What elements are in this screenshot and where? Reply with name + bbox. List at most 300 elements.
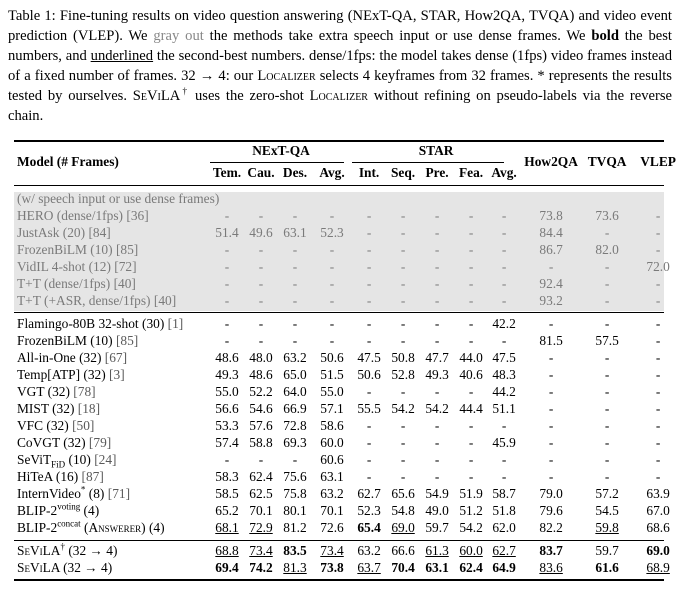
value-cell: - [400,225,406,240]
value-cell: 62.0 [492,520,516,535]
subheader: Seq. [390,165,416,180]
value-cell: - [366,276,372,291]
value-cell: - [655,350,661,365]
caption-underline-example: underlined [90,48,154,64]
caption-text: selects 4 keyframes from 32 frames. * represents the results tested by ourselves. [8,68,672,104]
value-cell: - [501,208,507,223]
value-cell: 73.4 [320,543,344,558]
value-cell: 63.1 [425,560,449,575]
value-cell: 54.2 [425,401,449,416]
value-cell: - [604,469,610,484]
value-cell: - [548,384,554,399]
value-cell: 64.0 [283,384,307,399]
value-cell: 69.0 [391,520,415,535]
model-name-cell [14,332,210,349]
caption-localizer: Localizer [309,88,368,104]
value-cell: 92.4 [539,276,563,291]
table-row [14,519,676,536]
subheader: Tem. [212,165,242,180]
value-cell: - [604,452,610,467]
value-cell: - [468,333,474,348]
model-name-cell [14,559,210,576]
value-cell: - [604,401,610,416]
value-cell: 54.6 [249,401,273,416]
citation-link[interactable]: [79] [88,435,112,450]
table-row [14,315,676,332]
value-cell: 79.0 [539,486,563,501]
value-cell: - [434,435,440,450]
value-cell: 58.7 [492,486,516,501]
model-name-part: Temp[ATP] (32) [17,367,106,382]
value-cell: 63.2 [283,350,307,365]
value-cell: - [292,242,298,257]
value-cell: 54.8 [391,503,415,518]
model-name-part: InternVideo [17,486,81,501]
model-name-cell [14,292,210,309]
value-cell: - [292,316,298,331]
value-cell: - [366,333,372,348]
citation-link[interactable]: [78] [73,384,96,399]
citation-link[interactable]: [85] [115,333,139,348]
value-cell: - [501,293,507,308]
value-cell: 65.4 [357,520,381,535]
value-cell: - [366,469,372,484]
citation-link[interactable]: [84] [88,225,111,240]
table-row [14,258,676,275]
value-cell: 44.4 [459,401,483,416]
value-cell: - [434,208,440,223]
value-cell: - [655,293,661,308]
caption-text: the best numbers, and [8,28,672,64]
value-cell: 58.5 [215,486,239,501]
model-name-part: VGT (32) [17,384,70,399]
value-cell: - [434,452,440,467]
value-cell: 69.0 [646,543,670,558]
value-cell: - [501,276,507,291]
value-cell: - [258,276,264,291]
value-cell: - [655,208,661,223]
model-name-part: T+T (dense/1fps) [17,276,111,291]
value-cell: - [434,259,440,274]
value-cell: - [655,418,661,433]
value-cell: 65.2 [215,503,239,518]
subheader: Int. [358,165,380,180]
value-cell: 58.8 [249,435,273,450]
value-cell: - [258,208,264,223]
value-cell: - [366,208,372,223]
value-cell: - [224,208,230,223]
value-cell: - [434,418,440,433]
value-cell: - [468,469,474,484]
value-cell: 82.0 [595,242,619,257]
value-cell: 51.2 [459,503,483,518]
value-cell: - [501,259,507,274]
value-cell: 61.6 [595,560,619,575]
subheader: Avg. [491,165,517,180]
value-cell: 54.2 [391,401,415,416]
model-name-part: JustAsk (20) [17,225,86,240]
value-cell: - [655,316,661,331]
value-cell: - [366,316,372,331]
value-cell: 73.8 [539,208,563,223]
citation-link[interactable]: [67] [104,350,128,365]
value-cell: 82.2 [539,520,563,535]
value-cell: - [501,418,507,433]
value-cell: 64.9 [492,560,516,575]
table-row [14,542,676,559]
subheader: Fea. [458,165,484,180]
model-name-part: SeViT [17,452,52,467]
value-cell: 63.2 [357,543,381,558]
value-cell: 68.1 [215,520,239,535]
value-cell: 57.6 [249,418,273,433]
value-cell: 83.5 [283,543,307,558]
caption-text: the methods take extra speech input or use dense frames. We [203,28,592,44]
vlep-header: VLEP [640,154,676,169]
value-cell: 73.4 [249,543,273,558]
value-cell: - [604,316,610,331]
value-cell: - [434,333,440,348]
model-name-cell [14,315,210,332]
value-cell: 72.6 [320,520,344,535]
value-cell: 60.0 [320,435,344,450]
value-cell: 54.2 [459,520,483,535]
value-cell: 83.6 [539,560,563,575]
caption-text: uses the zero-shot [189,88,310,104]
value-cell: - [604,259,610,274]
model-name-part: (8) [85,486,105,501]
value-cell: 86.7 [539,242,563,257]
citation-link[interactable]: [18] [77,401,101,416]
model-name-cell [14,224,210,241]
caption-sevila: SeViLA [132,88,181,104]
value-cell: 50.6 [320,350,344,365]
value-cell: 44.2 [492,384,516,399]
value-cell: - [501,452,507,467]
value-cell: - [468,208,474,223]
value-cell: 72.0 [646,259,670,274]
value-cell: 81.2 [283,520,307,535]
value-cell: - [329,293,335,308]
value-cell: 52.8 [391,367,415,382]
value-cell: 75.6 [283,469,307,484]
value-cell: 81.5 [539,333,563,348]
value-cell: - [655,367,661,382]
value-cell: - [400,316,406,331]
citation-link[interactable]: [71] [107,486,131,501]
caption-localizer: Localizer [257,68,316,84]
table-row [14,451,676,468]
model-name-cell [14,417,210,434]
value-cell: - [400,418,406,433]
value-cell: - [548,418,554,433]
value-cell: 81.3 [283,560,307,575]
caption-gray-example: gray out [153,28,204,44]
value-cell: - [292,452,298,467]
value-cell: 58.3 [215,469,239,484]
value-cell: - [329,242,335,257]
value-cell: - [655,276,661,291]
citation-link[interactable]: [1] [167,316,184,331]
caption-text: the second-best numbers. dense/1fps: the model takes dense (1fps) video frames instead of a fixed number of frames. 32 → 4: our [8,48,673,84]
value-cell: 48.6 [249,367,273,382]
value-cell: 60.6 [320,452,344,467]
subheader: Avg. [319,165,345,180]
value-cell: - [400,435,406,450]
value-cell: 47.5 [357,350,381,365]
citation-link[interactable]: [40] [153,293,177,308]
value-cell: - [548,367,554,382]
value-cell: - [366,225,372,240]
value-cell: 48.3 [492,367,516,382]
value-cell: 54.9 [425,486,449,501]
model-name-part: (10) [65,452,91,467]
value-cell: 53.3 [215,418,239,433]
value-cell: - [604,350,610,365]
model-name-cell [14,502,210,519]
value-cell: 83.7 [539,543,563,558]
value-cell: 73.6 [595,208,619,223]
table-row [14,434,676,451]
value-cell: - [655,469,661,484]
value-cell: 68.9 [646,560,670,575]
value-cell: 67.0 [646,503,670,518]
model-header: Model (# Frames) [17,154,119,169]
value-cell: 70.1 [320,503,344,518]
value-cell: - [468,242,474,257]
value-cell: - [292,333,298,348]
value-cell: 52.3 [320,225,344,240]
value-cell: 62.4 [459,560,483,575]
model-name-part: VFC (32) [17,418,69,433]
value-cell: 40.6 [459,367,483,382]
table-row [14,468,676,485]
value-cell: 73.8 [320,560,344,575]
value-cell: 62.7 [492,543,516,558]
value-cell: 54.5 [595,503,619,518]
value-cell: - [329,276,335,291]
table-row [14,332,676,349]
value-cell: 51.9 [459,486,483,501]
model-name-part: CoVGT (32) [17,435,86,450]
caption-bold-example: bold [591,28,619,44]
value-cell: - [655,435,661,450]
value-cell: 69.4 [215,560,239,575]
table-row [14,383,676,400]
value-cell: - [655,242,661,257]
model-name-cell [14,258,210,275]
model-name-part: FrozenBiLM (10) [17,333,113,348]
how2qa-header: How2QA [524,154,578,169]
value-cell: - [604,276,610,291]
value-cell: 70.1 [249,503,273,518]
value-cell: - [468,452,474,467]
value-cell: - [548,469,554,484]
value-cell: 48.6 [215,350,239,365]
value-cell: 55.5 [357,401,381,416]
caption-text: without refining on pseudo-labels via the reverse chain. [8,88,672,124]
table-row [14,349,676,366]
tvqa-header: TVQA [587,154,627,169]
value-cell: 74.2 [249,560,273,575]
value-cell: - [604,384,610,399]
citation-link[interactable]: [40] [113,276,136,291]
citation-link[interactable]: [85] [115,242,139,257]
table-row [14,400,676,417]
model-name-part: HiTeA (16) [17,469,79,484]
value-cell: - [604,435,610,450]
table-row [14,275,676,292]
subheader: Pre. [425,165,449,180]
value-cell: 51.5 [320,367,344,382]
value-cell: 62.7 [357,486,381,501]
value-cell: 47.5 [492,350,516,365]
value-cell: - [548,452,554,467]
value-cell: 66.9 [283,401,307,416]
value-cell: 61.3 [425,543,449,558]
value-cell: - [548,435,554,450]
citation-link[interactable]: [3] [109,367,125,382]
value-cell: - [400,333,406,348]
model-name-cell [14,451,210,468]
value-cell: 62.4 [249,469,273,484]
value-cell: - [366,259,372,274]
value-cell: 72.9 [249,520,273,535]
value-cell: 63.1 [283,225,307,240]
value-cell: 56.6 [215,401,239,416]
value-cell: 84.4 [539,225,563,240]
table-row [14,502,676,519]
model-name-part: VidIL 4-shot (12) [17,259,111,274]
value-cell: - [434,469,440,484]
value-cell: - [292,276,298,291]
value-cell: 58.6 [320,418,344,433]
model-name-cell [14,468,210,485]
value-cell: 66.6 [391,543,415,558]
value-cell: 59.8 [595,520,619,535]
value-cell: 62.5 [249,486,273,501]
citation-link[interactable]: [24] [94,452,117,467]
model-name-cell [14,400,210,417]
value-cell: - [548,350,554,365]
value-cell: - [434,225,440,240]
value-cell: 55.0 [320,384,344,399]
model-name-cell [14,383,210,400]
value-cell: 55.0 [215,384,239,399]
value-cell: - [604,225,610,240]
value-cell: - [655,333,661,348]
value-cell: 47.7 [425,350,449,365]
value-cell: - [258,259,264,274]
value-cell: 49.0 [425,503,449,518]
citation-link[interactable]: [36] [126,208,149,223]
value-cell: 57.2 [595,486,619,501]
model-name-part: † [60,541,65,552]
value-cell: - [400,276,406,291]
model-name-part: HERO (dense/1fps) [17,208,123,223]
gray-note: (w/ speech input or use dense frames) [17,191,220,206]
value-cell: - [366,435,372,450]
table-row [14,224,676,241]
value-cell: - [366,293,372,308]
value-cell: 93.2 [539,293,563,308]
header-row-1 [14,140,676,162]
value-cell: 50.8 [391,350,415,365]
value-cell: 63.7 [357,560,381,575]
value-cell: - [224,259,230,274]
value-cell: 79.6 [539,503,563,518]
value-cell: - [548,316,554,331]
model-name-cell [14,519,210,536]
value-cell: - [258,242,264,257]
model-name-cell [14,275,210,292]
table-row [14,207,676,224]
value-cell: 65.0 [283,367,307,382]
value-cell: 51.8 [492,503,516,518]
value-cell: 63.1 [320,469,344,484]
value-cell: 60.0 [459,543,483,558]
value-cell: - [329,259,335,274]
value-cell: 68.8 [215,543,239,558]
value-cell: 42.2 [492,316,516,331]
results-table [14,140,676,576]
value-cell: - [655,452,661,467]
value-cell: 72.8 [283,418,307,433]
subheader: Cau. [247,165,275,180]
value-cell: 49.3 [215,367,239,382]
value-cell: - [258,293,264,308]
value-cell: - [292,259,298,274]
value-cell: 51.1 [492,401,516,416]
citation-link[interactable]: [50] [72,418,95,433]
value-cell: 44.0 [459,350,483,365]
caption-text: Table 1: Fine-tuning results on video question answering (NExT-QA, STAR, How2QA, TVQA) and video event prediction (VLEP). We [8,8,672,44]
value-cell: - [434,242,440,257]
model-name-part: T+T (+ASR, dense/1fps) [17,293,151,308]
value-cell: 75.8 [283,486,307,501]
value-cell: - [501,469,507,484]
value-cell: - [468,435,474,450]
table-row [14,417,676,434]
value-cell: - [501,225,507,240]
value-cell: - [468,384,474,399]
citation-link[interactable]: [87] [81,469,104,484]
model-name-cell [14,542,210,559]
value-cell: - [366,418,372,433]
model-name-part: MIST (32) [17,401,75,416]
value-cell: - [548,401,554,416]
value-cell: 49.6 [249,225,273,240]
model-name-part: SeViLA (32 → 4) [17,560,113,575]
value-cell: - [400,469,406,484]
value-cell: - [400,452,406,467]
model-name-cell [14,207,210,224]
value-cell: - [366,384,372,399]
model-name-part: All-in-One (32) [17,350,102,365]
value-cell: - [400,242,406,257]
value-cell: 59.7 [425,520,449,535]
value-cell: - [468,316,474,331]
table-row [14,292,676,309]
citation-link[interactable]: [72] [114,259,137,274]
value-cell: - [434,316,440,331]
model-name-cell [14,366,210,383]
value-cell: - [258,452,264,467]
model-name-part: ) (4) [141,520,165,535]
value-cell: - [224,242,230,257]
value-cell: - [224,452,230,467]
value-cell: 70.4 [391,560,415,575]
